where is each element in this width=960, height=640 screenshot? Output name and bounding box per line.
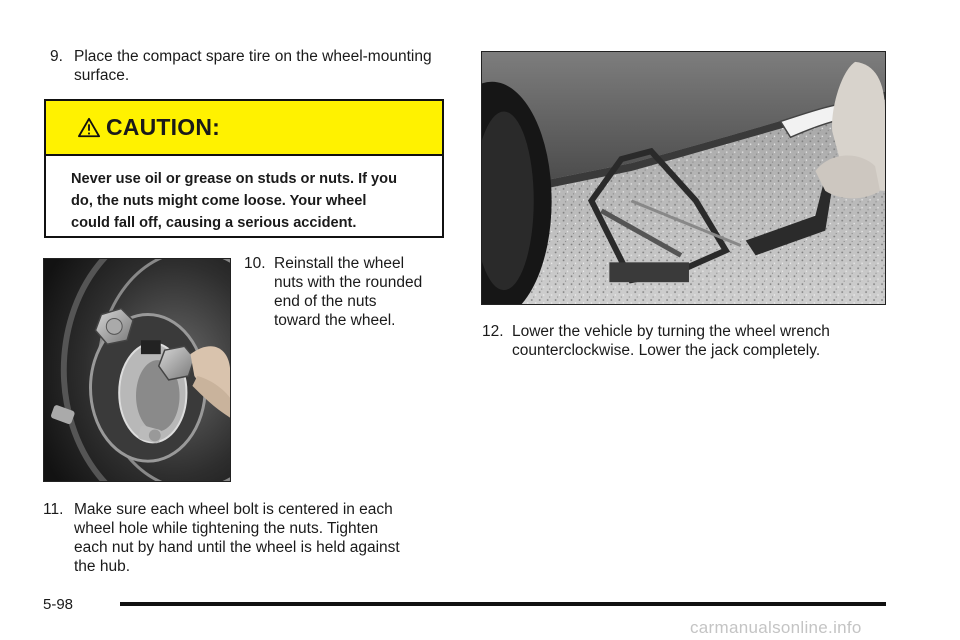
step-number: 10. bbox=[244, 255, 266, 272]
step-line: each nut by hand until the wheel is held against bbox=[74, 539, 400, 556]
caution-line: Never use oil or grease on studs or nuts. If you bbox=[71, 171, 398, 187]
step-number: 9. bbox=[50, 48, 63, 65]
step-line: toward the wheel. bbox=[274, 312, 396, 329]
step-line: nuts with the rounded bbox=[274, 274, 423, 291]
step-text bbox=[74, 47, 432, 85]
step-line: Reinstall the wheel bbox=[274, 255, 405, 272]
step-line: end of the nuts bbox=[274, 293, 377, 310]
caution-line: could fall off, causing a serious accident. bbox=[71, 215, 357, 231]
caution-title: CAUTION: bbox=[106, 114, 221, 140]
step-number: 12. bbox=[482, 323, 504, 340]
step-line: surface. bbox=[74, 67, 130, 84]
step-line: Make sure each wheel bolt is centered in each bbox=[74, 501, 393, 518]
wheel-nuts-photo bbox=[43, 258, 231, 482]
step-line: Place the compact spare tire on the wheel-mounting bbox=[74, 48, 432, 65]
page-number: 5-98 bbox=[43, 596, 74, 613]
step-text bbox=[74, 500, 400, 576]
caution-line: do, the nuts might come loose. Your wheel bbox=[71, 193, 367, 209]
jack-lowering-photo bbox=[481, 51, 886, 305]
watermark: carmanualsonline.info bbox=[690, 618, 862, 637]
caution-box bbox=[44, 99, 444, 238]
step-line: counterclockwise. Lower the jack completely. bbox=[512, 342, 821, 359]
step-line: the hub. bbox=[74, 558, 131, 575]
step-text bbox=[274, 254, 422, 330]
warning-triangle-icon bbox=[78, 117, 100, 139]
step-line: Lower the vehicle by turning the wheel wrench bbox=[512, 323, 830, 340]
caution-body bbox=[46, 156, 442, 234]
footer-divider bbox=[120, 602, 886, 606]
caution-header bbox=[46, 101, 442, 156]
step-text bbox=[512, 322, 830, 360]
step-number: 11. bbox=[43, 501, 64, 518]
step-line: wheel hole while tightening the nuts. Tighten bbox=[74, 520, 379, 537]
